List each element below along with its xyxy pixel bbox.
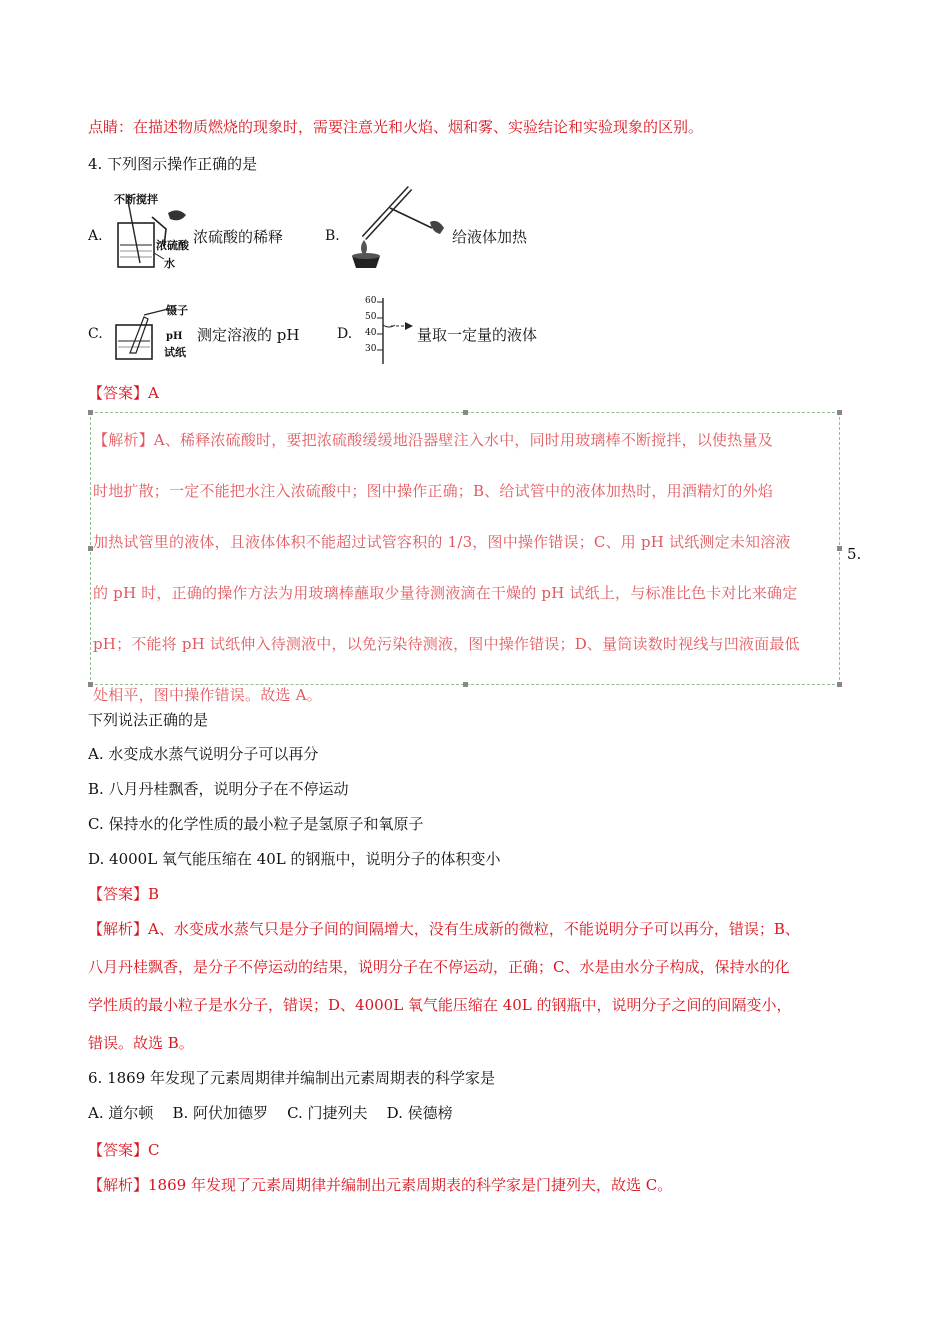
graduated-cylinder-figure [363, 296, 418, 366]
q4-option-d-letter: D. [337, 326, 353, 342]
q4-option-c-letter: C. [88, 326, 103, 342]
ph-test-figure [108, 303, 198, 363]
fig-label-stir: 不断搅拌 [114, 193, 158, 206]
cylinder-tick-50: 50 [365, 312, 377, 322]
fig-label-water: 水 [164, 257, 175, 270]
q6-analysis: 【解析】1869 年发现了元素周期律并编制出元素周期表的科学家是门捷列夫，故选 C。 [88, 1176, 673, 1194]
resize-handle[interactable] [837, 410, 842, 415]
resize-handle[interactable] [837, 546, 842, 551]
q5-answer: 【答案】B [88, 885, 160, 903]
resize-handle[interactable] [837, 682, 842, 687]
analysis-line: 错误。故选 B。 [88, 1034, 194, 1052]
analysis-line: 八月丹桂飘香，是分子不停运动的结果，说明分子在不停运动，正确；C、水是由水分子构成，保持水的化 [88, 958, 790, 976]
q4-option-c-caption: 测定溶液的 pH [197, 326, 300, 344]
cylinder-tick-60: 60 [365, 296, 377, 306]
analysis-line: 加热试管里的液体，且液体体积不能超过试管容积的 1/3，图中操作错误；C、用 pH 试纸测定未知溶液 [93, 533, 791, 551]
fig-label-acid: 浓硫酸 [156, 239, 189, 252]
resize-handle[interactable] [463, 410, 468, 415]
resize-handle[interactable] [88, 546, 93, 551]
q5-option-a: A. 水变成水蒸气说明分子可以再分 [88, 745, 319, 763]
q4-option-b-letter: B. [325, 228, 340, 244]
test-tube-heating-figure [350, 182, 450, 272]
q4-option-d-caption: 量取一定量的液体 [417, 326, 538, 344]
analysis-line: 处相平，图中操作错误。故选 A。 [93, 686, 322, 704]
q6-answer: 【答案】C [88, 1141, 160, 1159]
q5-number: 5. [847, 545, 862, 563]
cylinder-tick-30: 30 [365, 344, 377, 354]
resize-handle[interactable] [88, 682, 93, 687]
q4-answer: 【答案】A [88, 384, 159, 402]
q4-option-a-caption: 浓硫酸的稀释 [193, 228, 284, 246]
q6-stem: 6. 1869 年发现了元素周期律并编制出元素周期表的科学家是 [88, 1069, 496, 1087]
fig-label-paper: 试纸 [164, 346, 186, 359]
q5-option-d: D. 4000L 氧气能压缩在 40L 的钢瓶中，说明分子的体积变小 [88, 850, 501, 868]
q5-analysis [88, 910, 878, 1062]
analysis-line: 时地扩散；一定不能把水注入浓硫酸中；图中操作正确；B、给试管中的液体加热时，用酒精灯的外焰 [93, 482, 774, 500]
analysis-line: 学性质的最小粒子是水分子，错误；D、4000L 氧气能压缩在 40L 的钢瓶中，说明分子之间的间隔变小， [88, 996, 792, 1014]
analysis-line: pH；不能将 pH 试纸伸入待测液中，以免污染待测液，图中操作错误；D、量筒读数时视线与凹液面最低 [93, 635, 800, 653]
beaker-dilution-figure [108, 193, 198, 275]
analysis-line: 【解析】A、稀释浓硫酸时，要把浓硫酸缓缓地沿器壁注入水中，同时用玻璃棒不断搅拌，以使热量及 [93, 431, 773, 449]
q4-option-a-letter: A. [88, 228, 103, 244]
tip-note: 点睛：在描述物质燃烧的现象时，需要注意光和火焰、烟和雾、实验结论和实验现象的区别。 [88, 118, 704, 136]
fig-label-tweezers: 镊子 [166, 304, 188, 317]
cylinder-tick-40: 40 [365, 328, 377, 338]
q6-options: A. 道尔顿 B. 阿伏加德罗 C. 门捷列夫 D. 侯德榜 [88, 1104, 453, 1122]
resize-handle[interactable] [463, 682, 468, 687]
q5-stem: 下列说法正确的是 [88, 711, 209, 729]
q4-analysis-textbox[interactable] [90, 412, 840, 704]
q5-option-b: B. 八月丹桂飘香，说明分子在不停运动 [88, 780, 349, 798]
analysis-line: 【解析】A、水变成水蒸气只是分子间的间隔增大，没有生成新的微粒，不能说明分子可以再分，错误；B、 [88, 920, 800, 938]
fig-label-ph: pH [166, 331, 183, 342]
analysis-line: 的 pH 时，正确的操作方法为用玻璃棒蘸取少量待测液滴在干燥的 pH 试纸上，与标准比色卡对比来确定 [93, 584, 798, 602]
q5-option-c: C. 保持水的化学性质的最小粒子是氢原子和氧原子 [88, 815, 424, 833]
q4-stem: 4. 下列图示操作正确的是 [88, 155, 258, 173]
q4-option-b-caption: 给液体加热 [452, 228, 528, 246]
resize-handle[interactable] [88, 410, 93, 415]
